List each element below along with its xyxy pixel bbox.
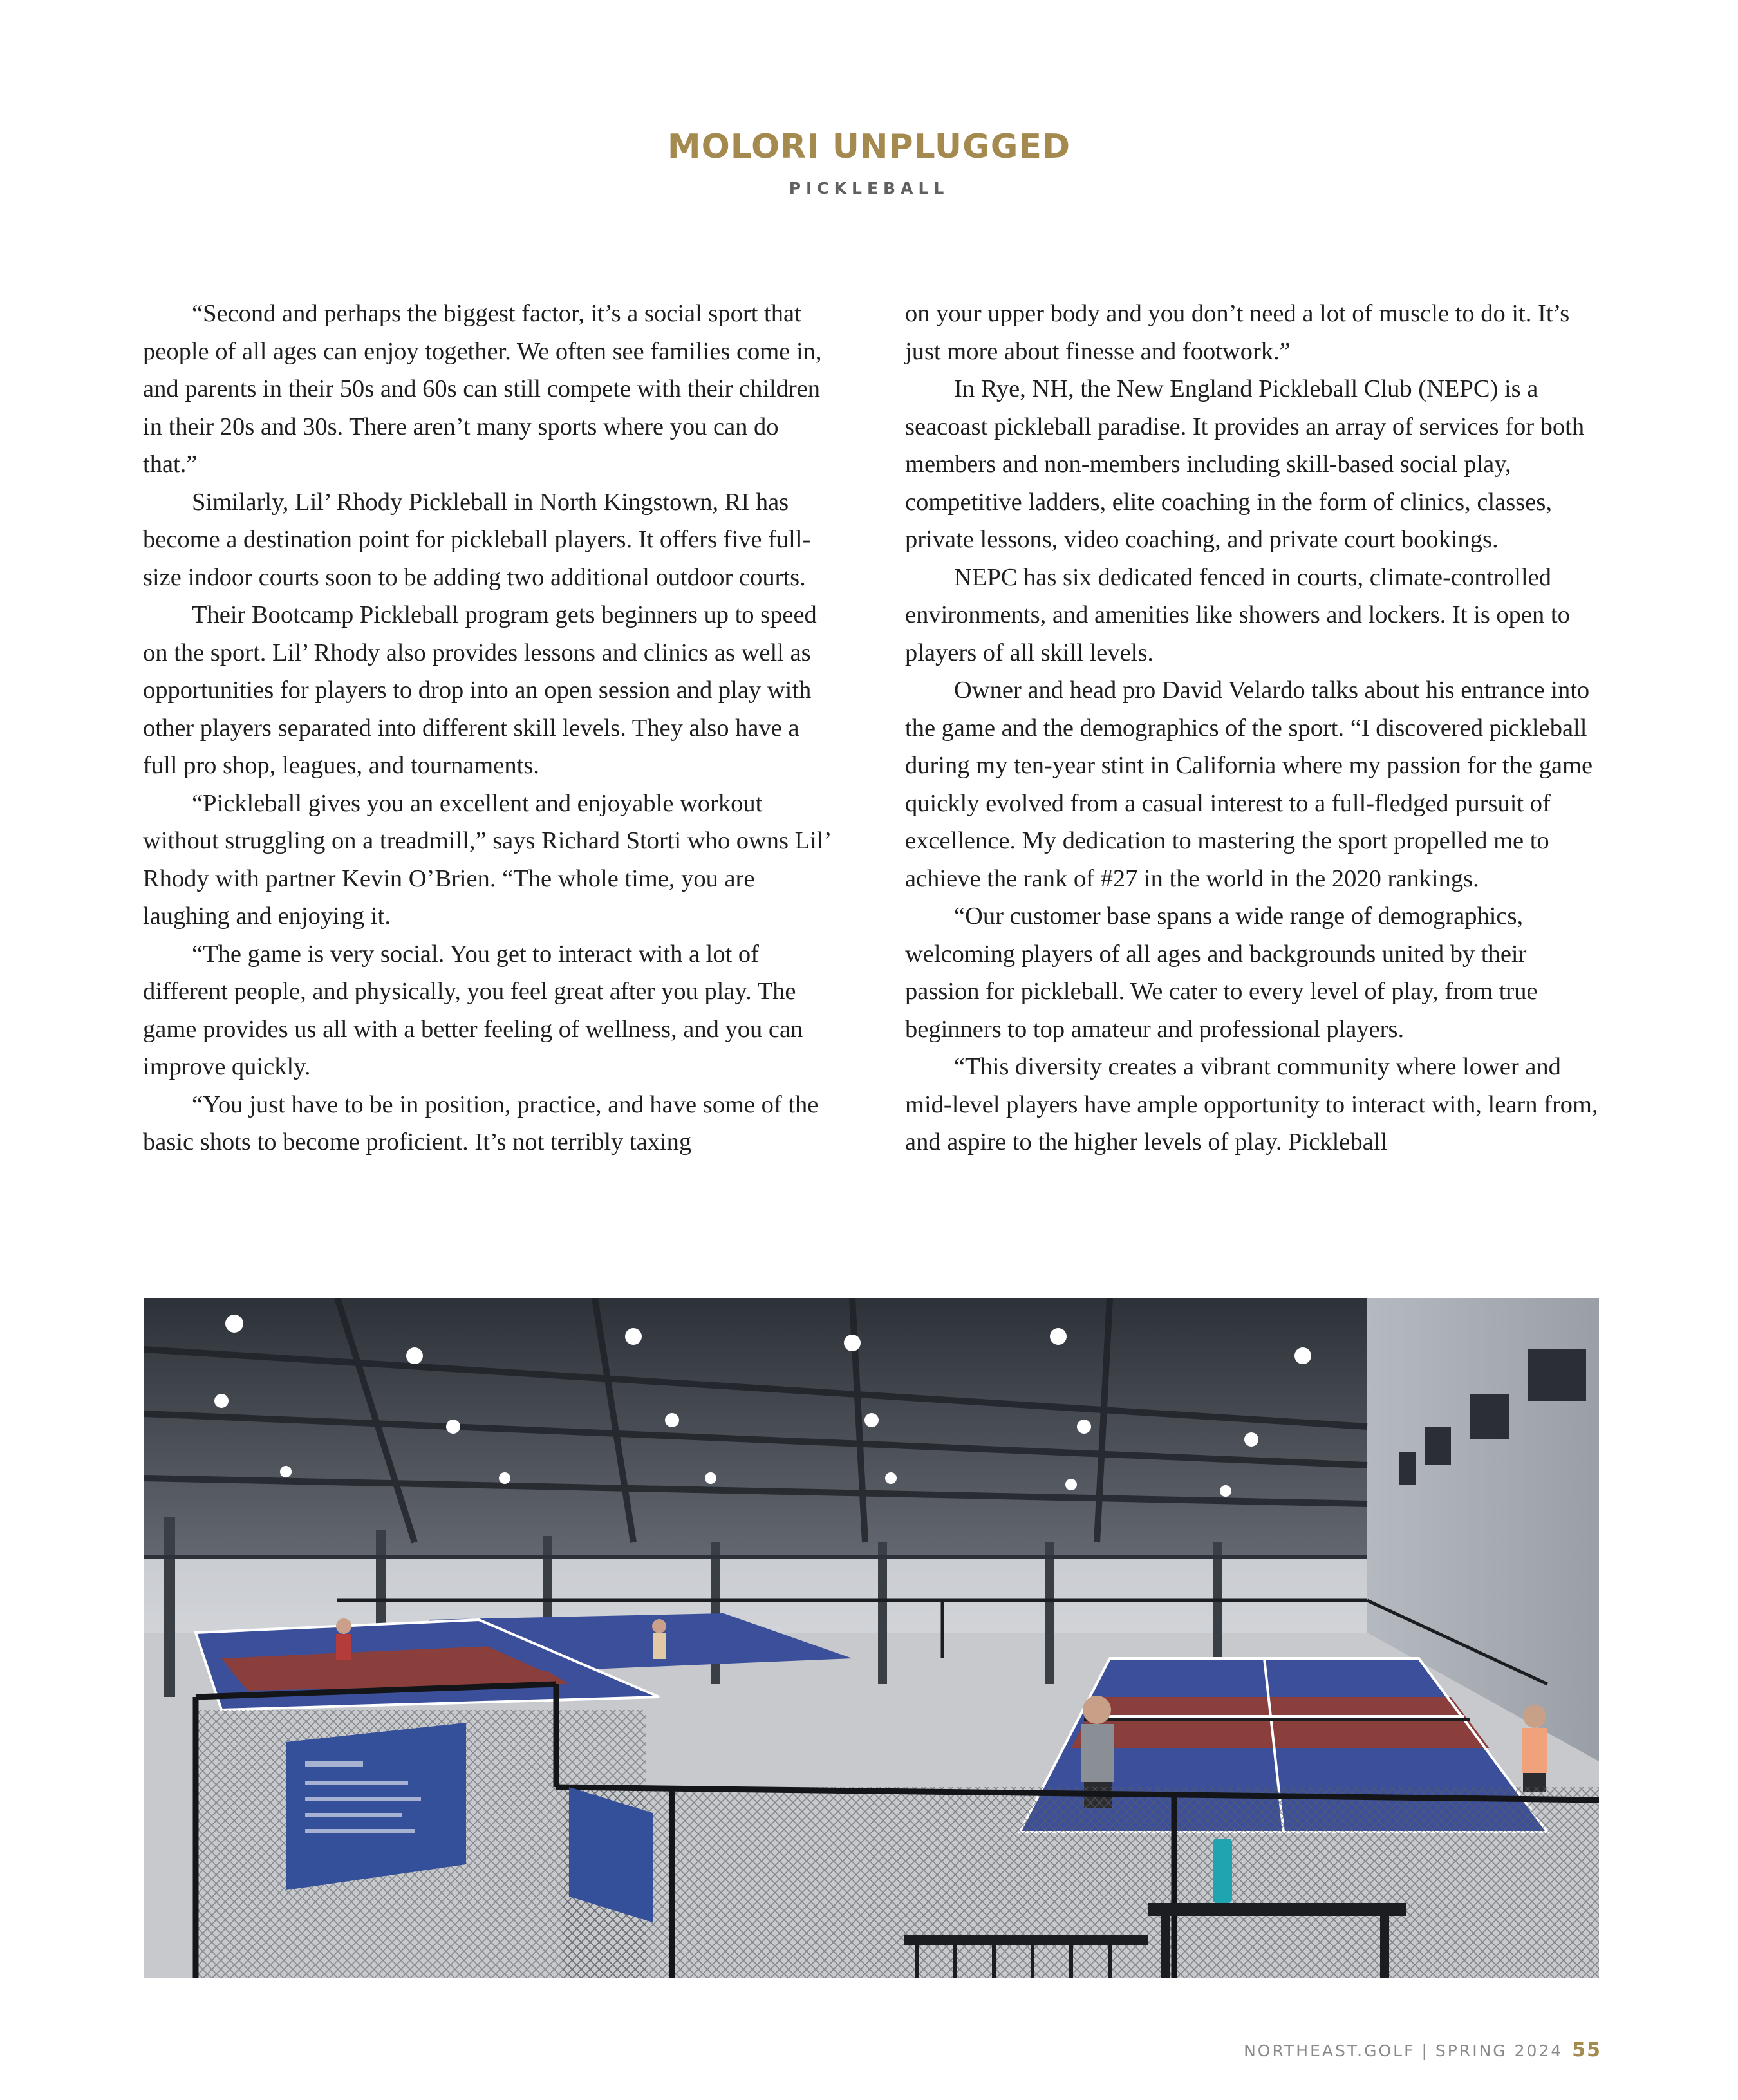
- article-column-right: [905, 295, 1602, 1161]
- paragraph: Similarly, Lil’ Rhody Pickleball in North Kingstown, RI has become a destination point for pickleball players. It offers five full-size indoor courts soon to be adding two additional outdoor courts.: [143, 488, 811, 591]
- issue-label: SPRING 2024: [1435, 2041, 1564, 2060]
- paragraph: “This diversity creates a vibrant community where lower and mid-level players have ample opportunity to interact with, learn from, and aspire to the higher levels of play. Pickleball: [905, 1053, 1598, 1156]
- article-header: [0, 126, 1738, 198]
- paragraph: NEPC has six dedicated fenced in courts, climate-controlled environments, and amenities like showers and lockers. It is open to players of all skill levels.: [905, 563, 1570, 666]
- paragraph-continued: on your upper body and you don’t need a lot of muscle to do it. It’s just more about finesse and footwork.”: [905, 300, 1570, 365]
- indoor-pickleball-courts-photo: [144, 1298, 1599, 1978]
- paragraph: Owner and head pro David Velardo talks about his entrance into the game and the demographics of the sport. “I discovered pickleball during my ten-year stint in California where my passion for the game quickly evolved from a casual interest to a full-fledged pursuit of excellence. My dedication to mastering the sport propelled me to achieve the rank of #27 in the world in the 2020 rankings.: [905, 677, 1593, 892]
- paragraph: “You just have to be in position, practice, and have some of the basic shots to become proficient. It’s not terribly taxing: [143, 1091, 819, 1156]
- paragraph: “Second and perhaps the biggest factor, it’s a social sport that people of all ages can enjoy together. We often see families come in, and parents in their 50s and 60s can still compete with their children in their 20s and 30s. There aren’t many sports where you can do that.”: [143, 300, 822, 478]
- paragraph: “Our customer base spans a wide range of demographics, welcoming players of all ages and backgrounds united by their passion for pickleball. We cater to every level of play, from true beginners to top amateur and professional players.: [905, 903, 1538, 1043]
- paragraph: “Pickleball gives you an excellent and enjoyable workout without struggling on a treadmill,” says Richard Storti who owns Lil’ Rhody with partner Kevin O’Brien. “The whole time, you are laughing and enjoying it.: [143, 789, 830, 930]
- section-subtitle: PICKLEBALL: [789, 179, 949, 198]
- article-column-left: [143, 295, 838, 1161]
- paragraph: “The game is very social. You get to interact with a lot of different people, and physically, you feel great after you play. The game provides us all with a better feeling of wellness, and you can improve quickly.: [143, 940, 803, 1080]
- page-footer: [1244, 2039, 1602, 2062]
- footer-separator: |: [1421, 2041, 1429, 2060]
- section-title: MOLORI UNPLUGGED: [667, 127, 1071, 166]
- paragraph: Their Bootcamp Pickleball program gets beginners up to speed on the sport. Lil’ Rhody also provides lessons and clinics as well as opportunities for players to drop into an open session and play with other players separated into different skill levels. They also have a full pro shop, leagues, and tournaments.: [143, 601, 817, 779]
- paragraph: In Rye, NH, the New England Pickleball Club (NEPC) is a seacoast pickleball paradise. It provides an array of services for both members and non-members including skill-based social play, competitive ladders, elite coaching in the form of clinics, classes, private lessons, video coaching, and private court bookings.: [905, 375, 1585, 553]
- publication-name: NORTHEAST.GOLF: [1244, 2041, 1416, 2060]
- page-number: 55: [1572, 2039, 1602, 2061]
